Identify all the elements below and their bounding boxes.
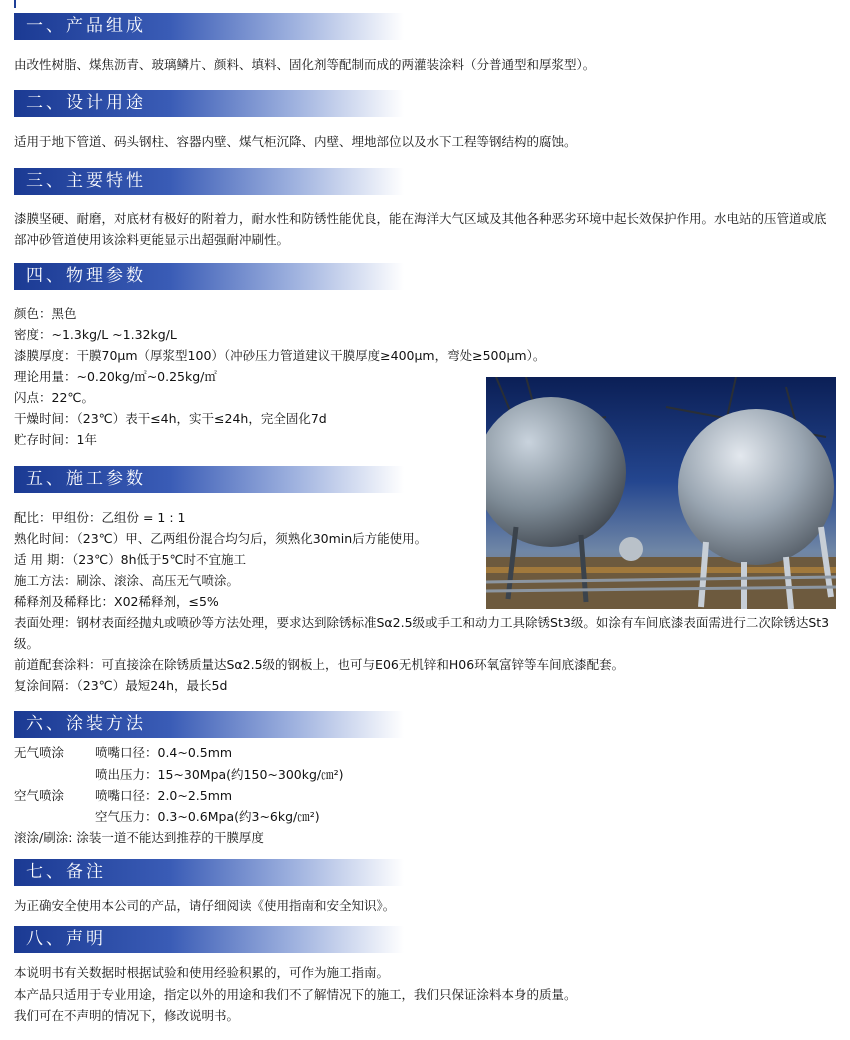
section-header-features bbox=[14, 168, 404, 195]
mix-ratio: 配比：甲组份：乙组份 = 1 : 1 bbox=[14, 510, 186, 525]
recoat-interval: 复涂间隔：（23℃）最短24h，最长5d bbox=[14, 678, 228, 693]
method-name: 空气喷涂 bbox=[14, 788, 65, 803]
section-title: 四、物理参数 bbox=[26, 266, 146, 286]
top-accent-bar bbox=[14, 0, 16, 8]
previous-coat: 前道配套涂料：可直接涂在除锈质量达Sα2.5级的钢板上，也可与E06无机锌和H06环氧富锌等车间底漆配套。 bbox=[14, 657, 625, 672]
method-detail: 喷嘴口径：0.4~0.5mm bbox=[95, 745, 233, 760]
surface-preparation: 表面处理：钢材表面经抛丸或喷砂等方法处理，要求达到除锈标准Sα2.5级或手工和动力工具除锈St3级。如涂有车间底漆表面需进行二次除锈达St3级。 bbox=[14, 615, 830, 651]
notes-text: 为正确安全使用本公司的产品，请仔细阅读《使用指南和安全知识》。 bbox=[14, 898, 396, 913]
section-header-usage bbox=[14, 90, 404, 117]
method-detail: 喷出压力：15~30Mpa(约150~300kg/㎝²) bbox=[95, 767, 344, 782]
section-header-statement bbox=[14, 926, 404, 953]
statement-line: 我们可在不声明的情况下，修改说明书。 bbox=[14, 1008, 240, 1023]
pot-life: 适 用 期：（23℃）8h低于5℃时不宜施工 bbox=[14, 552, 247, 567]
physical-film-thickness: 漆膜厚度：干膜70μm（厚浆型100）（冲砂压力管道建议干膜厚度≥400μm，弯处≥500μm）。 bbox=[14, 348, 546, 363]
physical-drying-time: 干燥时间：（23℃）表干≤4h，实干≤24h，完全固化7d bbox=[14, 411, 327, 426]
usage-text: 适用于地下管道、码头钢柱、容器内壁、煤气柜沉降、内壁、埋地部位以及水下工程等钢结构的腐蚀。 bbox=[14, 134, 577, 149]
statement-line: 本产品只适用于专业用途，指定以外的用途和我们不了解情况下的施工，我们只保证涂料本身的质量。 bbox=[14, 987, 577, 1002]
method-detail: 空气压力：0.3~0.6Mpa(约3~6kg/㎝²) bbox=[95, 809, 320, 824]
section-title: 五、施工参数 bbox=[26, 469, 146, 489]
section-title: 一、产品组成 bbox=[26, 16, 146, 36]
application-method: 施工方法：刷涂、滚涂、高压无气喷涂。 bbox=[14, 573, 240, 588]
section-header-physical bbox=[14, 263, 404, 290]
induction-time: 熟化时间：（23℃）甲、乙两组份混合均匀后，须熟化30min后方能使用。 bbox=[14, 531, 428, 546]
method-name: 无气喷涂 bbox=[14, 745, 65, 760]
composition-text: 由改性树脂、煤焦沥青、玻璃鳞片、颜料、填料、固化剂等配制而成的两灌装涂料（分普通型和厚浆型）。 bbox=[14, 57, 596, 72]
features-text: 漆膜坚硬、耐磨，对底材有极好的附着力，耐水性和防锈性能优良，能在海洋大气区域及其他各种恶劣环境中起长效保护作用。水电站的压管道或底部冲砂管道使用该涂料更能显示出超强耐冲刷性。 bbox=[14, 211, 827, 247]
section-title: 八、声明 bbox=[26, 929, 106, 949]
physical-storage-time: 贮存时间：1年 bbox=[14, 432, 97, 447]
physical-flash-point: 闪点：22℃。 bbox=[14, 390, 94, 405]
thinner: 稀释剂及稀释比：X02稀释剂，≤5% bbox=[14, 594, 219, 609]
physical-density: 密度：~1.3kg/L ~1.32kg/L bbox=[14, 327, 177, 342]
physical-color: 颜色：黑色 bbox=[14, 306, 77, 321]
roll-brush-note: 滚涂/刷涂: 涂装一道不能达到推荐的干膜厚度 bbox=[14, 830, 264, 845]
method-detail: 喷嘴口径：2.0~2.5mm bbox=[95, 788, 233, 803]
section-title: 三、主要特性 bbox=[26, 171, 146, 191]
section-title: 六、涂装方法 bbox=[26, 714, 146, 734]
method-row bbox=[14, 742, 836, 763]
section-title: 七、备注 bbox=[26, 862, 106, 882]
physical-coverage: 理论用量：~0.20kg/㎡~0.25kg/㎡ bbox=[14, 369, 217, 384]
section-header-application-params bbox=[14, 466, 404, 493]
section-header-notes bbox=[14, 859, 404, 886]
section-header-composition bbox=[14, 13, 404, 40]
statement-line: 本说明书有关数据时根据试验和使用经验积累的，可作为施工指南。 bbox=[14, 965, 390, 980]
method-row bbox=[14, 785, 836, 806]
section-title: 二、设计用途 bbox=[26, 93, 146, 113]
section-header-coating-method bbox=[14, 711, 404, 738]
